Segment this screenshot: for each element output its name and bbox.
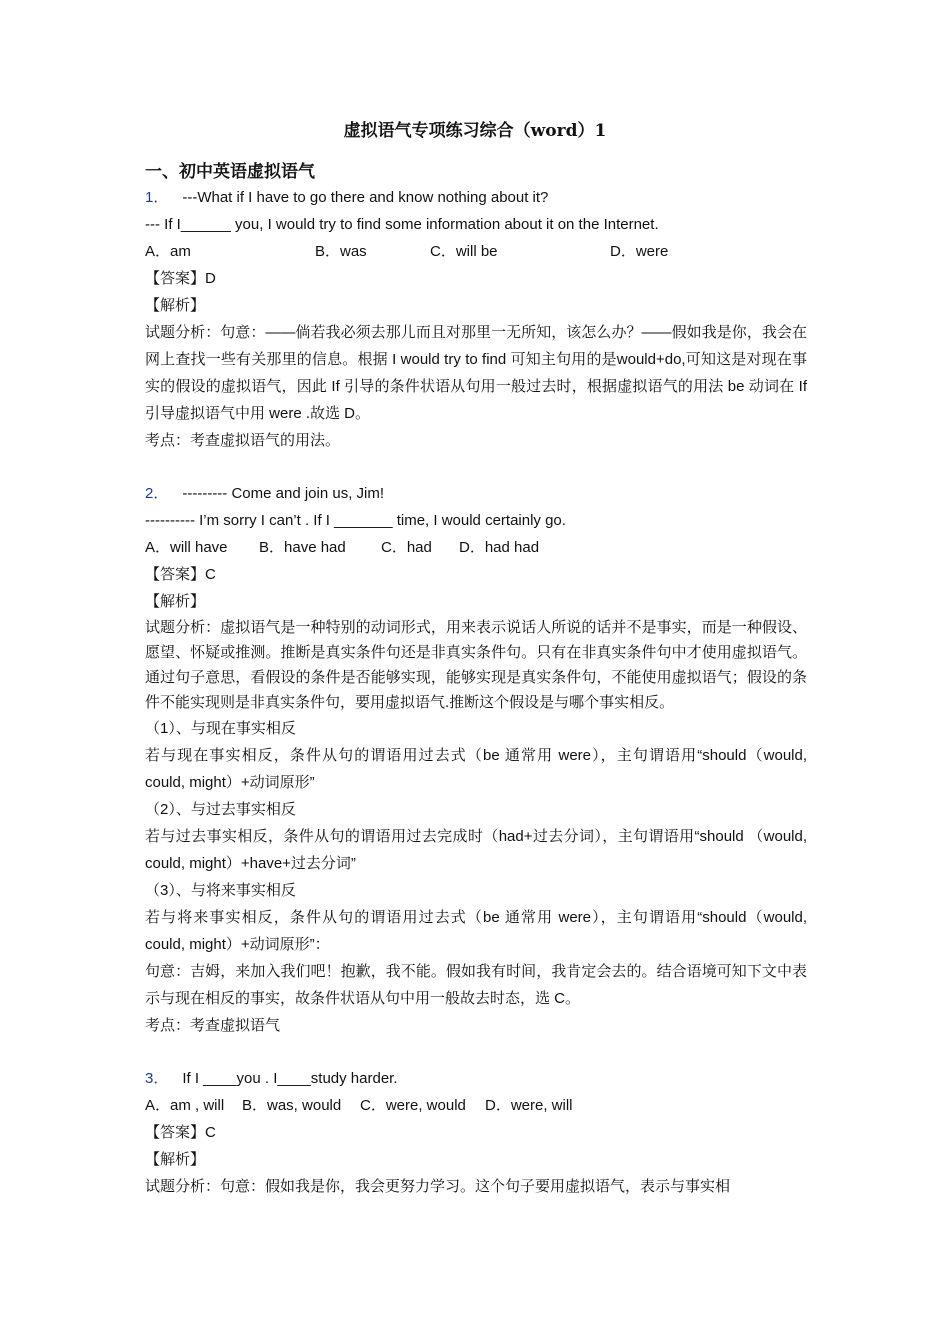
option-d: D．had had xyxy=(459,539,540,556)
question-line: --- If I______ you, I would try to find some information about it on the Internet. xyxy=(145,216,659,233)
option-b: B．was, would xyxy=(242,1097,342,1114)
question-number: 1． xyxy=(145,189,169,206)
options-row xyxy=(145,1092,807,1119)
question-number: 3． xyxy=(145,1070,169,1087)
case-2-label: （2）、与过去事实相反 xyxy=(145,801,296,818)
option-d: D．were xyxy=(610,243,669,260)
question-text: --------- Come and join us, Jim! xyxy=(182,485,385,502)
analysis-text: 试题分析：虚拟语气是一种特别的动词形式，用来表示说话人所说的话并不是事实，而是一种假设、愿望、怀疑或推测。推断是真实条件句还是非真实条件句。只有在非真实条件句中才使用虚拟语气。通过句子意思，看假设的条件是否能够实现，能够实现是真实条件句，不能使用虚拟语气；假设的条件不能实现则是非真实条件句，要用虚拟语气.推断这个假设是与哪个事实相反。 xyxy=(145,619,807,711)
option-a: A．am , will xyxy=(145,1097,225,1114)
option-a: A．am xyxy=(145,243,191,260)
answer: 【答案】D xyxy=(145,270,216,287)
analysis-text: 试题分析：句意：假如我是你，我会更努力学习。这个句子要用虚拟语气，表示与事实相 xyxy=(145,1178,731,1195)
question-2 xyxy=(145,480,807,1039)
question-number: 2． xyxy=(145,485,169,502)
option-c: C．were, would xyxy=(360,1097,466,1114)
question-line: ---------- I’m sorry I can’t . If I _______ time, I would certainly go. xyxy=(145,512,566,529)
analysis-label: 【解析】 xyxy=(145,297,206,314)
case-2-text: 若与过去事实相反，条件从句的谓语用过去完成时（had+过去分词），主句谓语用“should （would, could, might）+have+过去分词” xyxy=(145,828,807,872)
option-d: D．were, will xyxy=(485,1097,573,1114)
option-b: B．have had xyxy=(259,539,346,556)
test-point: 考点：考查虚拟语气 xyxy=(145,1017,281,1034)
section-heading: 一、初中英语虚拟语气 xyxy=(145,162,315,181)
question-text: If I ____you . I____study harder. xyxy=(182,1070,398,1087)
analysis-text: 试题分析：句意：——倘若我必须去那儿而且对那里一无所知，该怎么办？——假如我是你，我会在网上查找一些有关那里的信息。根据 I would try to find 可知主句用的是would+do,可知这是对现在事实的假设的虚拟语气，因此 If 引导的条件状语从句用一般过去时，根据虚拟语气的用法 be 动词在 If 引导虚拟语气中用 were .故选 D。 xyxy=(145,324,807,422)
document-body xyxy=(145,160,807,1200)
case-3-text: 若与将来事实相反，条件从句的谓语用过去式（be 通常用 were），主句谓语用“should（would, could, might）+动词原形”： xyxy=(145,909,807,953)
case-1-label: （1）、与现在事实相反 xyxy=(145,720,296,737)
document-title: 虚拟语气专项练习综合（word）1 xyxy=(343,121,607,141)
option-c: C．had xyxy=(381,539,432,556)
test-point: 考点：考查虚拟语气的用法。 xyxy=(145,432,341,449)
analysis-label: 【解析】 xyxy=(145,1151,206,1168)
answer: 【答案】C xyxy=(145,1124,216,1141)
case-1-text: 若与现在事实相反，条件从句的谓语用过去式（be 通常用 were），主句谓语用“should（would, could, might）+动词原形” xyxy=(145,747,807,791)
answer: 【答案】C xyxy=(145,566,216,583)
question-1 xyxy=(145,184,807,454)
analysis-label: 【解析】 xyxy=(145,593,206,610)
question-3 xyxy=(145,1065,807,1200)
case-3-label: （3）、与将来事实相反 xyxy=(145,882,296,899)
option-c: C．will be xyxy=(430,243,498,260)
options-row xyxy=(145,238,807,265)
question-text: ---What if I have to go there and know nothing about it? xyxy=(182,189,549,206)
sentence-meaning: 句意：吉姆，来加入我们吧！抱歉，我不能。假如我有时间，我肯定会去的。结合语境可知下文中表示与现在相反的事实，故条件状语从句中用一般故去时态，选 C。 xyxy=(145,963,807,1007)
options-row xyxy=(145,534,807,561)
option-b: B．was xyxy=(315,243,367,260)
option-a: A．will have xyxy=(145,539,228,556)
